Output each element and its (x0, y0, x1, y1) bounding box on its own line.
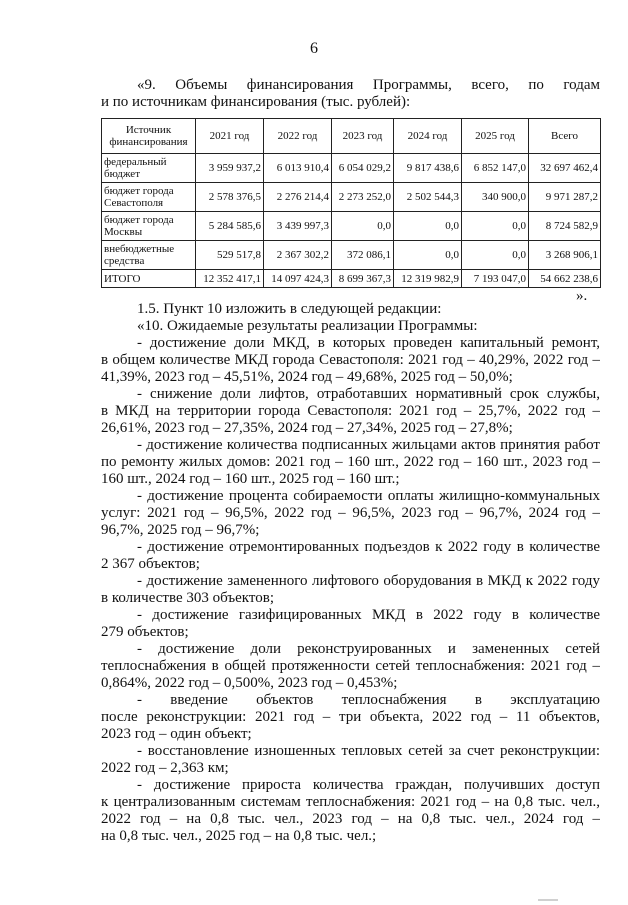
table-cell: 0,0 (462, 241, 529, 270)
table-cell: 3 439 997,3 (264, 212, 332, 241)
text-line: в общем количестве МКД города Севастополя: 2021 год – 40,29%, 2022 год – (101, 352, 600, 368)
text-line: - снижение доли лифтов, отработавших нормативный срок службы, (137, 386, 600, 402)
page-number: 6 (310, 40, 318, 57)
table-cell: 9 971 287,2 (529, 183, 601, 212)
text-line: в МКД на территории города Севастополя: 2021 год – 25,7%, 2022 год – (101, 403, 600, 419)
table-cell: 372 086,1 (332, 241, 394, 270)
table-cell: 9 817 438,6 (394, 154, 462, 183)
table-cell: 54 662 238,6 (529, 270, 601, 288)
table-cell: ИТОГО (102, 270, 196, 288)
table-cell: 7 193 047,0 (462, 270, 529, 288)
text-line: на 0,8 тыс. чел., 2025 год – на 0,8 тыс. чел.; (101, 828, 377, 844)
table-header-cell: 2023 год (332, 119, 394, 154)
table-header-cell: 2024 год (394, 119, 462, 154)
table-cell: бюджет города Севастополя (102, 183, 196, 212)
text-line: 2 367 объектов; (101, 556, 200, 572)
table-header-cell: 2025 год (462, 119, 529, 154)
text-line: - достижение замененного лифтового оборудования в МКД к 2022 году (137, 573, 600, 589)
table-cell: 340 900,0 (462, 183, 529, 212)
table-cell: 2 502 544,3 (394, 183, 462, 212)
table-header-row (102, 119, 601, 154)
text-line: 160 шт., 2024 год – 160 шт., 2025 год – 160 шт.; (101, 471, 400, 487)
text-line: услуг: 2021 год – 96,5%, 2022 год – 96,5%, 2023 год – 96,7%, 2024 год – (101, 505, 600, 521)
text-line: 2022 год – 2,363 км; (101, 760, 229, 776)
table-cell: 0,0 (394, 212, 462, 241)
section-9-heading (101, 77, 600, 111)
table-row (102, 183, 601, 212)
text-line: - достижение газифицированных МКД в 2022 году в количестве (137, 607, 600, 623)
text-line: - восстановление изношенных тепловых сетей за счет реконструкции: (137, 743, 600, 759)
table-cell: 2 273 252,0 (332, 183, 394, 212)
table-cell: 14 097 424,3 (264, 270, 332, 288)
section-9-line-2: и по источникам финансирования (тыс. рублей): (101, 94, 411, 110)
text-line: - достижение отремонтированных подъездов к 2022 году в количестве (137, 539, 600, 555)
text-line: - достижение доли МКД, в которых проведен капитальный ремонт, (137, 335, 600, 351)
table-cell: 3 268 906,1 (529, 241, 601, 270)
table-header-cell: Всего (529, 119, 601, 154)
table-cell: 5 284 585,6 (196, 212, 264, 241)
text-line: 2023 год – один объект; (101, 726, 252, 742)
text-line: в количестве 303 объектов; (101, 590, 274, 606)
text-line: 0,864%, 2022 год – 0,500%, 2023 год – 0,453%; (101, 675, 398, 691)
table-cell: 2 276 214,4 (264, 183, 332, 212)
table-row-total (102, 270, 601, 288)
table-cell: 0,0 (394, 241, 462, 270)
scan-mark (538, 899, 558, 901)
text-line: по ремонту жилых домов: 2021 год – 160 шт., 2022 год – 160 шт., 2023 год – (101, 454, 600, 470)
text-line: к централизованным системам теплоснабжения: 2021 год – на 0,8 тыс. чел., (101, 794, 600, 810)
table-cell: 2 578 376,5 (196, 183, 264, 212)
table-cell: 12 319 982,9 (394, 270, 462, 288)
table-cell: 6 054 029,2 (332, 154, 394, 183)
text-line: 279 объектов; (101, 624, 189, 640)
text-line: - введение объектов теплоснабжения в эксплуатацию (137, 692, 600, 708)
table-header-cell: 2021 год (196, 119, 264, 154)
text-line: - достижение доли реконструированных и замененных сетей (137, 641, 600, 657)
text-line: теплоснабжения в общей протяженности сетей теплоснабжения: 2021 год – (101, 658, 600, 674)
table-cell: внебюджетные средства (102, 241, 196, 270)
text-line: 1.5. Пункт 10 изложить в следующей редакции: (137, 301, 442, 317)
table-cell: бюджет города Москвы (102, 212, 196, 241)
table-cell: 8 724 582,9 (529, 212, 601, 241)
table-cell: 6 013 910,4 (264, 154, 332, 183)
table-cell: 8 699 367,3 (332, 270, 394, 288)
financing-table (101, 118, 601, 288)
table-cell: 529 517,8 (196, 241, 264, 270)
text-line: - достижение процента собираемости оплаты жилищно-коммунальных (137, 488, 600, 504)
table-header-cell: Источник финансирования (102, 119, 196, 154)
table-row (102, 241, 601, 270)
text-line: 26,61%, 2023 год – 27,35%, 2024 год – 27,34%, 2025 год – 27,8%; (101, 420, 513, 436)
table-header-cell: 2022 год (264, 119, 332, 154)
text-line: после реконструкции: 2021 год – три объекта, 2022 год – 11 объектов, (101, 709, 600, 725)
body-text (101, 301, 600, 845)
text-line: «10. Ожидаемые результаты реализации Программы: (137, 318, 478, 334)
table-cell: федеральный бюджет (102, 154, 196, 183)
table-row (102, 154, 601, 183)
text-line: - достижение количества подписанных жильцами актов принятия работ (137, 437, 600, 453)
table-close-quote: ». (576, 288, 588, 304)
table-cell: 32 697 462,4 (529, 154, 601, 183)
section-9-line-1: «9. Объемы финансирования Программы, всего, по годам (137, 77, 600, 93)
table-cell: 6 852 147,0 (462, 154, 529, 183)
table-row (102, 212, 601, 241)
text-line: 41,39%, 2023 год – 45,51%, 2024 год – 49,68%, 2025 год – 50,0%; (101, 369, 513, 385)
table-cell: 12 352 417,1 (196, 270, 264, 288)
table-cell: 2 367 302,2 (264, 241, 332, 270)
table-cell: 0,0 (332, 212, 394, 241)
table-cell: 3 959 937,2 (196, 154, 264, 183)
text-line: 96,7%, 2025 год – 96,7%; (101, 522, 260, 538)
table-cell: 0,0 (462, 212, 529, 241)
text-line: 2022 год – на 0,8 тыс. чел., 2023 год – на 0,8 тыс. чел., 2024 год – (101, 811, 600, 827)
text-line: - достижение прироста количества граждан, получивших доступ (137, 777, 600, 793)
